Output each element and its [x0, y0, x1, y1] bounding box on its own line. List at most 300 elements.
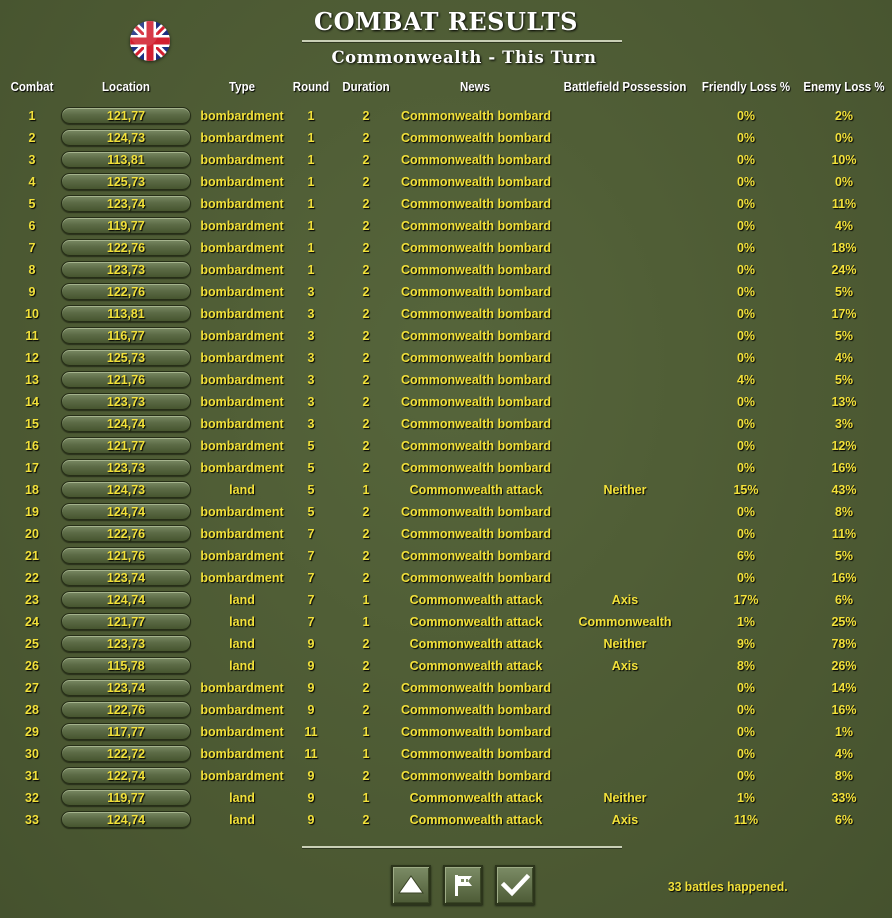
table-row: [0, 501, 892, 523]
table-row: [0, 457, 892, 479]
cell-combat: 9: [28, 285, 36, 299]
cell-duration: 2: [362, 131, 370, 145]
cell-combat: 15: [25, 417, 39, 431]
location-button[interactable]: 121,77: [61, 613, 191, 630]
cell-enemy-loss: 0%: [834, 131, 854, 145]
cell-news: Commonwealth bombard: [400, 307, 551, 321]
cell-friendly-loss: 0%: [736, 571, 756, 585]
location-button[interactable]: 121,76: [61, 547, 191, 564]
location-button[interactable]: 123,73: [61, 459, 191, 476]
cell-news: Commonwealth bombard: [400, 571, 551, 585]
cell-duration: 2: [362, 769, 370, 783]
cell-friendly-loss: 0%: [736, 769, 756, 783]
cell-duration: 2: [362, 813, 370, 827]
cell-combat: 13: [25, 373, 39, 387]
cell-enemy-loss: 25%: [831, 615, 857, 629]
cell-combat: 32: [25, 791, 39, 805]
location-button[interactable]: 115,78: [61, 657, 191, 674]
cell-news: Commonwealth attack: [409, 637, 543, 651]
cell-enemy-loss: 14%: [831, 681, 857, 695]
cell-enemy-loss: 0%: [834, 175, 854, 189]
location-button[interactable]: 122,76: [61, 239, 191, 256]
cell-news: Commonwealth bombard: [400, 505, 551, 519]
cell-friendly-loss: 0%: [736, 197, 756, 211]
location-button[interactable]: 123,74: [61, 195, 191, 212]
confirm-button[interactable]: [495, 865, 535, 905]
location-button[interactable]: 124,73: [61, 129, 191, 146]
scroll-up-button[interactable]: [391, 865, 431, 905]
cell-battlefield-possession: [554, 105, 696, 127]
cell-combat: 11: [25, 329, 39, 343]
cell-battlefield-possession: [554, 171, 696, 193]
cell-duration: 2: [362, 461, 370, 475]
cell-battlefield-possession: [554, 699, 696, 721]
location-button[interactable]: 119,77: [61, 789, 191, 806]
table-row: [0, 325, 892, 347]
location-button[interactable]: 125,73: [61, 173, 191, 190]
cell-friendly-loss: 8%: [736, 659, 756, 673]
cell-friendly-loss: 1%: [736, 791, 756, 805]
cell-news: Commonwealth attack: [409, 483, 543, 497]
cell-type: bombardment: [200, 703, 284, 717]
cell-battlefield-possession: [554, 215, 696, 237]
cell-news: Commonwealth bombard: [400, 417, 551, 431]
location-button[interactable]: 121,77: [61, 107, 191, 124]
cell-type: bombardment: [200, 131, 284, 145]
cell-round: 9: [307, 681, 315, 695]
cell-friendly-loss: 0%: [736, 527, 756, 541]
cell-friendly-loss: 0%: [736, 703, 756, 717]
table-row: [0, 699, 892, 721]
table-row: [0, 743, 892, 765]
cell-type: bombardment: [200, 351, 284, 365]
cell-type: land: [229, 637, 255, 651]
cell-battlefield-possession: [554, 435, 696, 457]
cell-news: Commonwealth bombard: [400, 703, 551, 717]
cell-round: 3: [307, 417, 315, 431]
cell-battlefield-possession: [554, 721, 696, 743]
cell-type: bombardment: [200, 395, 284, 409]
cell-combat: 7: [28, 241, 36, 255]
cell-combat: 22: [25, 571, 39, 585]
cell-friendly-loss: 0%: [736, 175, 756, 189]
cell-friendly-loss: 4%: [736, 373, 756, 387]
table-row: [0, 765, 892, 787]
cell-news: Commonwealth bombard: [400, 219, 551, 233]
cell-news: Commonwealth attack: [409, 659, 543, 673]
location-button[interactable]: 123,73: [61, 261, 191, 278]
cell-type: bombardment: [200, 263, 284, 277]
table-row: [0, 809, 892, 831]
cell-combat: 16: [25, 439, 39, 453]
cell-duration: 2: [362, 681, 370, 695]
table-row: [0, 523, 892, 545]
cell-type: bombardment: [200, 285, 284, 299]
cell-type: bombardment: [200, 175, 284, 189]
cell-type: bombardment: [200, 769, 284, 783]
cell-news: Commonwealth attack: [409, 791, 543, 805]
cell-news: Commonwealth bombard: [400, 395, 551, 409]
cell-duration: 2: [362, 373, 370, 387]
table-row: [0, 259, 892, 281]
cell-battlefield-possession: [554, 259, 696, 281]
cell-combat: 2: [28, 131, 36, 145]
cell-battlefield-possession: Neither: [603, 791, 647, 805]
location-button[interactable]: 123,73: [61, 635, 191, 652]
cell-enemy-loss: 11%: [831, 527, 857, 541]
table-row: [0, 655, 892, 677]
page-subtitle: Commonwealth - This Turn: [331, 48, 597, 67]
checkmark-icon: [500, 870, 530, 900]
table-row: [0, 567, 892, 589]
cell-news: Commonwealth bombard: [400, 263, 551, 277]
cell-type: bombardment: [200, 329, 284, 343]
cell-duration: 1: [362, 483, 370, 497]
cell-duration: 2: [362, 527, 370, 541]
cell-type: bombardment: [200, 307, 284, 321]
cell-battlefield-possession: Neither: [603, 483, 647, 497]
cell-duration: 2: [362, 703, 370, 717]
cell-type: bombardment: [200, 681, 284, 695]
location-button[interactable]: 124,74: [61, 503, 191, 520]
cell-battlefield-possession: [554, 391, 696, 413]
cell-duration: 2: [362, 153, 370, 167]
cell-enemy-loss: 4%: [834, 747, 854, 761]
cell-friendly-loss: 0%: [736, 131, 756, 145]
cell-news: Commonwealth attack: [409, 813, 543, 827]
cell-type: bombardment: [200, 153, 284, 167]
cell-round: 1: [307, 263, 315, 277]
cell-combat: 1: [28, 109, 36, 123]
cell-battlefield-possession: Axis: [611, 593, 639, 607]
cell-type: bombardment: [200, 571, 284, 585]
cell-type: bombardment: [200, 373, 284, 387]
cell-combat: 26: [25, 659, 39, 673]
cell-round: 1: [307, 131, 315, 145]
location-button[interactable]: 122,76: [61, 701, 191, 718]
cell-type: land: [229, 483, 255, 497]
cell-friendly-loss: 17%: [733, 593, 759, 607]
location-button[interactable]: 121,77: [61, 437, 191, 454]
cell-battlefield-possession: [554, 303, 696, 325]
location-button[interactable]: 122,76: [61, 283, 191, 300]
location-button[interactable]: 123,74: [61, 569, 191, 586]
cell-news: Commonwealth bombard: [400, 681, 551, 695]
cell-round: 1: [307, 219, 315, 233]
cell-battlefield-possession: Axis: [611, 813, 639, 827]
cell-friendly-loss: 0%: [736, 329, 756, 343]
cell-battlefield-possession: [554, 567, 696, 589]
location-button[interactable]: 123,74: [61, 679, 191, 696]
cell-news: Commonwealth bombard: [400, 439, 551, 453]
location-button[interactable]: 124,74: [61, 415, 191, 432]
cell-battlefield-possession: [554, 127, 696, 149]
location-button[interactable]: 113,81: [61, 305, 191, 322]
location-button[interactable]: 119,77: [61, 217, 191, 234]
location-button[interactable]: 124,73: [61, 481, 191, 498]
cell-duration: 2: [362, 395, 370, 409]
cell-battlefield-possession: [554, 677, 696, 699]
cell-friendly-loss: 0%: [736, 153, 756, 167]
cell-combat: 31: [25, 769, 39, 783]
cell-round: 7: [307, 593, 315, 607]
cell-enemy-loss: 6%: [834, 593, 854, 607]
cell-battlefield-possession: [554, 149, 696, 171]
cell-round: 1: [307, 197, 315, 211]
cell-round: 3: [307, 307, 315, 321]
cell-combat: 17: [25, 461, 39, 475]
cell-friendly-loss: 0%: [736, 417, 756, 431]
cell-friendly-loss: 0%: [736, 307, 756, 321]
cell-combat: 25: [25, 637, 39, 651]
cell-friendly-loss: 0%: [736, 263, 756, 277]
cell-enemy-loss: 5%: [834, 285, 854, 299]
cell-enemy-loss: 6%: [834, 813, 854, 827]
cell-enemy-loss: 1%: [834, 725, 854, 739]
cell-type: bombardment: [200, 505, 284, 519]
cell-friendly-loss: 15%: [733, 483, 759, 497]
table-row: [0, 677, 892, 699]
cell-news: Commonwealth bombard: [400, 153, 551, 167]
table-row: [0, 303, 892, 325]
cell-combat: 29: [25, 725, 39, 739]
location-button[interactable]: 124,74: [61, 591, 191, 608]
table-row: [0, 347, 892, 369]
cell-battlefield-possession: [554, 193, 696, 215]
cell-round: 7: [307, 571, 315, 585]
cell-news: Commonwealth bombard: [400, 747, 551, 761]
cell-combat: 27: [25, 681, 39, 695]
cell-battlefield-possession: Axis: [611, 659, 639, 673]
cell-combat: 5: [28, 197, 36, 211]
cell-combat: 21: [25, 549, 39, 563]
table-row: [0, 127, 892, 149]
cell-enemy-loss: 4%: [834, 219, 854, 233]
cell-duration: 1: [362, 747, 370, 761]
cell-friendly-loss: 11%: [733, 813, 759, 827]
cell-news: Commonwealth bombard: [400, 197, 551, 211]
location-button[interactable]: 123,73: [61, 393, 191, 410]
battle-count-status: 33 battles happened.: [668, 879, 788, 894]
cell-combat: 23: [25, 593, 39, 607]
cell-friendly-loss: 0%: [736, 285, 756, 299]
footer-divider: [302, 846, 622, 848]
cell-battlefield-possession: [554, 325, 696, 347]
cell-round: 1: [307, 175, 315, 189]
cell-duration: 2: [362, 329, 370, 343]
cell-duration: 1: [362, 791, 370, 805]
cell-enemy-loss: 12%: [831, 439, 857, 453]
flag-icon: [448, 870, 478, 900]
location-button[interactable]: 113,81: [61, 151, 191, 168]
cell-combat: 28: [25, 703, 39, 717]
cell-news: Commonwealth bombard: [400, 527, 551, 541]
cell-friendly-loss: 0%: [736, 681, 756, 695]
cell-enemy-loss: 24%: [831, 263, 857, 277]
cell-battlefield-possession: [554, 743, 696, 765]
cell-friendly-loss: 0%: [736, 725, 756, 739]
cell-news: Commonwealth bombard: [400, 241, 551, 255]
cell-enemy-loss: 43%: [831, 483, 857, 497]
cell-round: 5: [307, 505, 315, 519]
cell-friendly-loss: 0%: [736, 241, 756, 255]
cell-round: 3: [307, 285, 315, 299]
cell-battlefield-possession: [554, 765, 696, 787]
cell-type: bombardment: [200, 417, 284, 431]
cell-battlefield-possession: [554, 501, 696, 523]
cell-round: 9: [307, 637, 315, 651]
cell-type: bombardment: [200, 109, 284, 123]
column-header-friendly-loss: Friendly Loss %: [701, 80, 791, 94]
cell-news: Commonwealth bombard: [400, 285, 551, 299]
table-row: [0, 545, 892, 567]
cell-round: 5: [307, 461, 315, 475]
table-row: [0, 413, 892, 435]
cell-friendly-loss: 0%: [736, 109, 756, 123]
cell-duration: 2: [362, 219, 370, 233]
table-row: [0, 391, 892, 413]
cell-battlefield-possession: [554, 413, 696, 435]
cell-enemy-loss: 11%: [831, 197, 857, 211]
cell-friendly-loss: 6%: [736, 549, 756, 563]
cell-friendly-loss: 0%: [736, 395, 756, 409]
table-row: [0, 237, 892, 259]
cell-battlefield-possession: Neither: [603, 637, 647, 651]
cell-duration: 2: [362, 637, 370, 651]
cell-round: 3: [307, 373, 315, 387]
cell-combat: 19: [25, 505, 39, 519]
cell-round: 7: [307, 615, 315, 629]
cell-enemy-loss: 8%: [834, 769, 854, 783]
cell-friendly-loss: 0%: [736, 351, 756, 365]
cell-friendly-loss: 0%: [736, 505, 756, 519]
cell-duration: 2: [362, 417, 370, 431]
cell-combat: 20: [25, 527, 39, 541]
cell-round: 3: [307, 395, 315, 409]
cell-type: bombardment: [200, 725, 284, 739]
cell-news: Commonwealth bombard: [400, 725, 551, 739]
column-header-battlefield-possession: Battlefield Possession: [563, 80, 687, 94]
cell-round: 9: [307, 659, 315, 673]
title-divider: [302, 40, 622, 42]
cell-duration: 2: [362, 571, 370, 585]
cell-enemy-loss: 5%: [834, 373, 854, 387]
cell-duration: 2: [362, 263, 370, 277]
cell-round: 9: [307, 769, 315, 783]
cell-enemy-loss: 16%: [831, 461, 857, 475]
table-row: [0, 281, 892, 303]
table-row: [0, 633, 892, 655]
cell-enemy-loss: 2%: [834, 109, 854, 123]
cell-enemy-loss: 10%: [831, 153, 857, 167]
cell-duration: 2: [362, 197, 370, 211]
cell-enemy-loss: 16%: [831, 571, 857, 585]
cell-combat: 8: [28, 263, 36, 277]
location-button[interactable]: 122,72: [61, 745, 191, 762]
cell-friendly-loss: 0%: [736, 219, 756, 233]
cell-friendly-loss: 0%: [736, 439, 756, 453]
table-row: [0, 787, 892, 809]
cell-news: Commonwealth bombard: [400, 769, 551, 783]
cell-type: bombardment: [200, 241, 284, 255]
cell-duration: 2: [362, 505, 370, 519]
table-row: [0, 589, 892, 611]
table-row: [0, 215, 892, 237]
cell-type: land: [229, 593, 255, 607]
cell-duration: 2: [362, 659, 370, 673]
cell-round: 3: [307, 351, 315, 365]
cell-combat: 24: [25, 615, 39, 629]
cell-duration: 2: [362, 241, 370, 255]
cell-type: bombardment: [200, 747, 284, 761]
cell-round: 7: [307, 549, 315, 563]
cell-round: 9: [307, 791, 315, 805]
cell-news: Commonwealth attack: [409, 593, 543, 607]
cell-duration: 2: [362, 351, 370, 365]
cell-round: 5: [307, 483, 315, 497]
cell-combat: 18: [25, 483, 39, 497]
cell-duration: 2: [362, 549, 370, 563]
location-button[interactable]: 117,77: [61, 723, 191, 740]
cell-news: Commonwealth bombard: [400, 109, 551, 123]
cell-enemy-loss: 78%: [831, 637, 857, 651]
column-header-news: News: [459, 80, 491, 94]
cell-type: bombardment: [200, 461, 284, 475]
location-button[interactable]: 125,73: [61, 349, 191, 366]
location-button[interactable]: 122,76: [61, 525, 191, 542]
cell-combat: 3: [28, 153, 36, 167]
location-button[interactable]: 121,76: [61, 371, 191, 388]
cell-enemy-loss: 16%: [831, 703, 857, 717]
cell-combat: 30: [25, 747, 39, 761]
table-row: [0, 369, 892, 391]
location-button[interactable]: 124,74: [61, 811, 191, 828]
cell-news: Commonwealth bombard: [400, 373, 551, 387]
cell-news: Commonwealth bombard: [400, 549, 551, 563]
cell-combat: 33: [25, 813, 39, 827]
cell-round: 5: [307, 439, 315, 453]
table-row: [0, 149, 892, 171]
cell-type: bombardment: [200, 197, 284, 211]
table-row: [0, 479, 892, 501]
cell-duration: 2: [362, 439, 370, 453]
cell-type: land: [229, 659, 255, 673]
cell-duration: 2: [362, 175, 370, 189]
cell-duration: 1: [362, 725, 370, 739]
cell-battlefield-possession: [554, 369, 696, 391]
location-button[interactable]: 122,74: [61, 767, 191, 784]
flag-button[interactable]: [443, 865, 483, 905]
cell-enemy-loss: 8%: [834, 505, 854, 519]
table-row: [0, 171, 892, 193]
cell-battlefield-possession: [554, 281, 696, 303]
cell-combat: 10: [25, 307, 39, 321]
cell-battlefield-possession: [554, 347, 696, 369]
cell-combat: 14: [25, 395, 39, 409]
cell-battlefield-possession: [554, 545, 696, 567]
cell-news: Commonwealth bombard: [400, 131, 551, 145]
cell-enemy-loss: 5%: [834, 549, 854, 563]
page-title: COMBAT RESULTS: [314, 7, 578, 36]
cell-type: bombardment: [200, 439, 284, 453]
location-button[interactable]: 116,77: [61, 327, 191, 344]
column-header-combat: Combat: [10, 80, 54, 94]
cell-type: bombardment: [200, 219, 284, 233]
table-row: [0, 105, 892, 127]
cell-round: 11: [304, 725, 318, 739]
cell-enemy-loss: 18%: [831, 241, 857, 255]
cell-combat: 12: [25, 351, 39, 365]
